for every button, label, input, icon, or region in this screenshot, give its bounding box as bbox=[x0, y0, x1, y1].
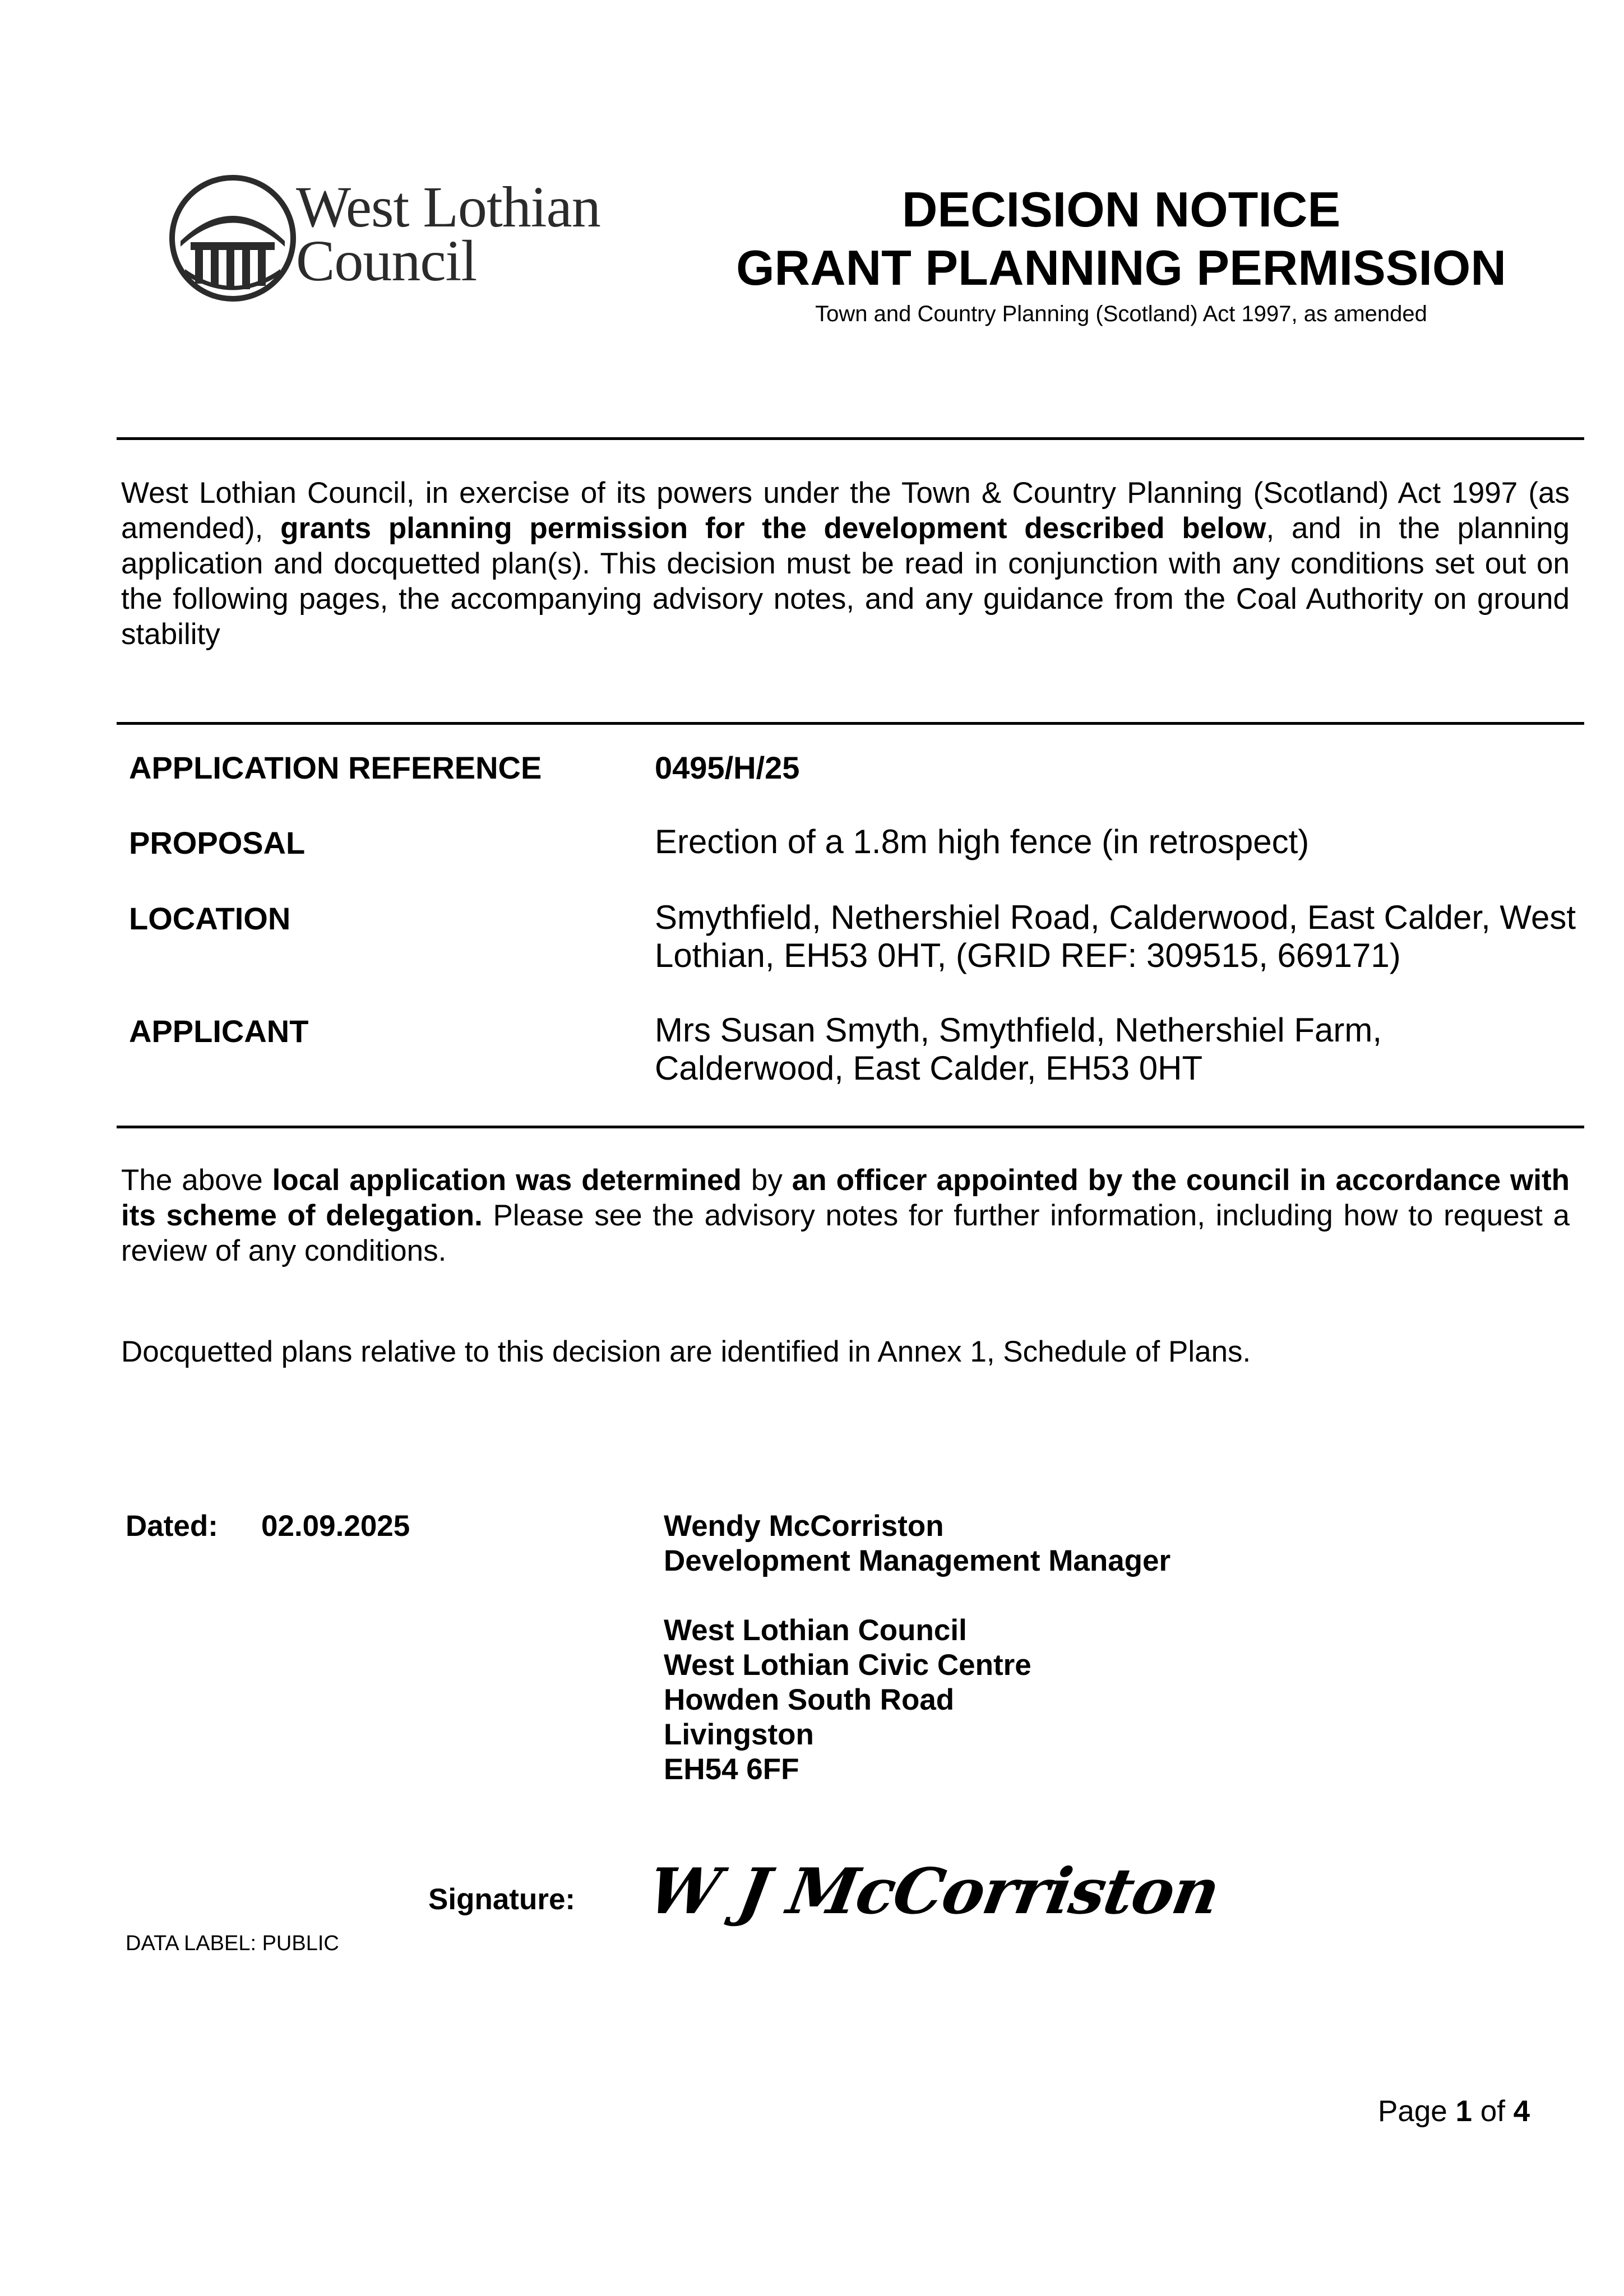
page-total: 4 bbox=[1513, 2095, 1530, 2128]
signatory-block bbox=[664, 1509, 1170, 1787]
document-title-line2: GRANT PLANNING PERMISSION bbox=[736, 240, 1506, 295]
divider-details-bottom bbox=[117, 1126, 1584, 1128]
intro-paragraph bbox=[121, 475, 1570, 652]
data-label: DATA LABEL: PUBLIC bbox=[126, 1932, 339, 1955]
applicant-value: Mrs Susan Smyth, Smythfield, Nethershiel Farm, Calderwood, East Calder, EH53 0HT bbox=[655, 1011, 1382, 1087]
determination-bold-2: an officer appointed by the council in accordance with its scheme of delegation. bbox=[121, 1164, 1570, 1232]
divider-details-top bbox=[117, 722, 1584, 725]
plans-note: Docquetted plans relative to this decision are identified in Annex 1, Schedule of Plans. bbox=[121, 1335, 1251, 1368]
intro-text-1: West Lothian Council, in exercise of its powers under the Town & Country Planning (Scotland) Act 1997 (as amended), bbox=[121, 476, 1570, 545]
document-title-line1: DECISION NOTICE bbox=[901, 182, 1341, 237]
logo-text-line2: Council bbox=[296, 229, 477, 293]
address-line-1: West Lothian Council bbox=[664, 1614, 967, 1647]
page-middle: of bbox=[1472, 2095, 1514, 2128]
page-number bbox=[1378, 2094, 1530, 2129]
location-label: LOCATION bbox=[129, 901, 291, 936]
location-value: Smythfield, Nethershiel Road, Calderwood, East Calder, West Lothian, EH53 0HT, (GRID REF: 309515, 669171) bbox=[655, 899, 1576, 974]
dated-label: Dated: bbox=[126, 1510, 218, 1543]
determination-paragraph bbox=[121, 1163, 1570, 1269]
address-line-3: Howden South Road bbox=[664, 1683, 955, 1716]
determination-text-2: by bbox=[741, 1164, 792, 1197]
page-prefix: Page bbox=[1378, 2095, 1456, 2128]
handwritten-signature: W J McCorriston bbox=[642, 1855, 1224, 1928]
application-reference-label: APPLICATION REFERENCE bbox=[129, 750, 542, 785]
determination-bold-1: local application was determined bbox=[272, 1164, 742, 1197]
divider-top bbox=[117, 437, 1584, 440]
determination-text-3: Please see the advisory notes for further information, including how to request a review of any conditions. bbox=[121, 1199, 1570, 1267]
council-logo bbox=[168, 174, 617, 303]
address-line-5: EH54 6FF bbox=[664, 1753, 799, 1786]
signatory-role: Development Management Manager bbox=[664, 1544, 1171, 1577]
document-subtitle: Town and Country Planning (Scotland) Act 1997, as amended bbox=[815, 302, 1427, 326]
intro-text-2: , and in the planning application and docquetted plan(s). This decision must be read in conjunction with any conditions set out on the following pages, the accompanying advisory notes, and any guidance from the Coal Authority on ground stability bbox=[121, 512, 1570, 651]
signatory-name: Wendy McCorriston bbox=[664, 1510, 944, 1543]
proposal-value: Erection of a 1.8m high fence (in retrospect) bbox=[655, 823, 1310, 860]
signature-label: Signature: bbox=[428, 1883, 576, 1916]
address-line-2: West Lothian Civic Centre bbox=[664, 1649, 1031, 1682]
document-title-block bbox=[673, 180, 1570, 328]
logo-text-line1: West Lothian bbox=[296, 175, 600, 239]
application-reference-value: 0495/H/25 bbox=[655, 750, 800, 785]
viaduct-emblem-icon bbox=[168, 174, 297, 303]
applicant-label: APPLICANT bbox=[129, 1013, 309, 1049]
determination-text-1: The above bbox=[121, 1164, 272, 1197]
dated-value: 02.09.2025 bbox=[261, 1510, 410, 1543]
proposal-label: PROPOSAL bbox=[129, 825, 306, 860]
intro-bold-text: grants planning permission for the development described below bbox=[280, 512, 1266, 545]
page-current: 1 bbox=[1455, 2095, 1472, 2128]
address-line-4: Livingston bbox=[664, 1718, 814, 1751]
